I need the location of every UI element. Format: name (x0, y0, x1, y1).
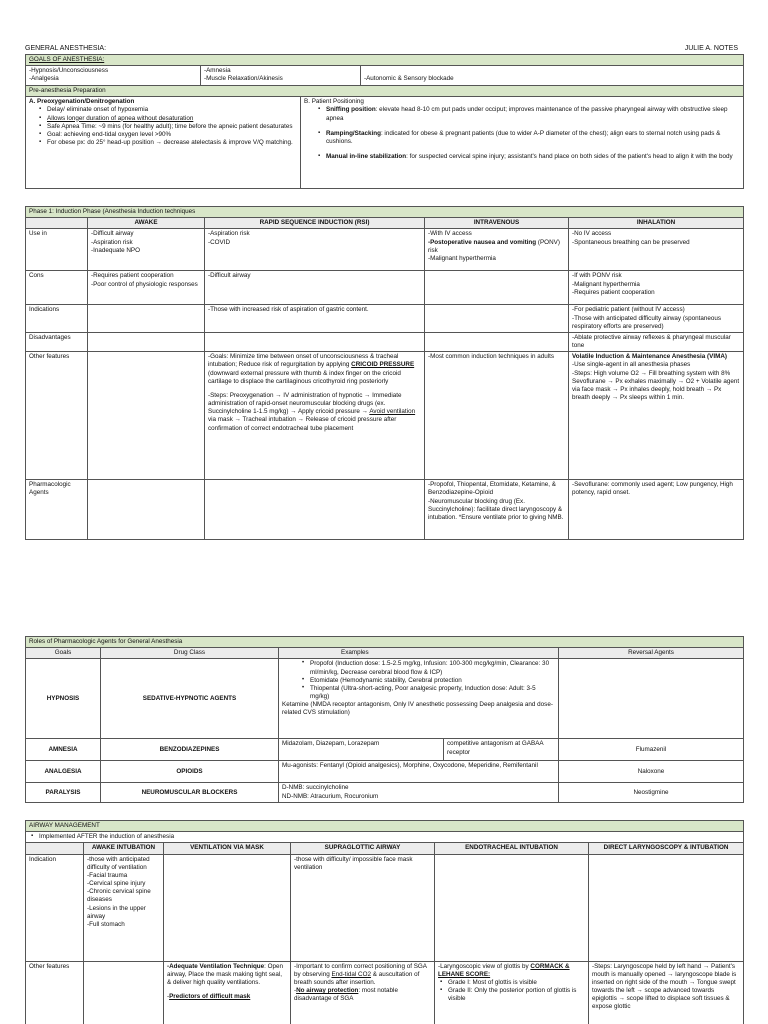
table-row: Indication -those with anticipated difficulty of ventilation -Facial trauma -Cervical spine injury -Chronic cervical spine diseases -Lesions in the upper airway -Full stomach -those with difficulty/ impossible face mask ventilation (26, 854, 744, 961)
prep-title: Pre-anesthesia Preparation (26, 86, 744, 97)
airway-table: AIRWAY MANAGEMENT ▪ Implemented AFTER the induction of anesthesia AWAKE INTUBATION VENTILATION VIA MASK SUPRAGLOTTIC AIRWAY ENDOTRACHEAL INTUBATION DIRECT LARYNGOSCOPY & INTUBATION Indication -those with anticipated difficulty of ventilation -Facial trauma -Cervical spine injury -Chronic cervical spine diseases -Lesions in the upper airway -Full stomach -those with difficulty/ impossible face mask ventilation Other features -Adequate Ventilation Technique: Open airway, Place the mask making tight seal, & deliver high quality ventilations. -Predictors of difficult mask -Important to confirm correct positioning of SGA by observing End-tidal CO2 & auscultation of breath sounds after insertion. -No airway protection: most notable disadvantage of SGA -Laryngoscopic view of glottis by CORMACK & LEHANE SCORE: ▪ Grade I: Most of glottis is visible ▪ Grade II: Only the posterior portion of glottis is visible -Steps: Laryngoscope held by left hand → Patient's mouth is manually opened → laryngoscope blade is inserted on right side of the mouth → Tongue swept towards the left → scope advanced towards epiglottis → scope lifted to displace soft tissues & expose glottic (25, 820, 744, 1024)
positioning-section: B. Patient Positioning ▪ Sniffing position: elevate head 8-10 cm put pads under occiput; improves maintenance of the passive pharyngeal airway with obstructive sleep apnea ▪ Ramping/Stacking: indicated for obese & pregnant patients (due to wider A-P diameter of the chest); align ears to sternal notch using pads & cushions. ▪ Manual in-line stabilization: for suspected cervical spine injury; assistant's hand place on both sides of the patient's head to align it with the body (301, 97, 744, 189)
table-row: Indications -Those with increased risk of aspiration of gastric content. -For pediatric patient (without IV access) -Those with anticipated difficulty airway (spontaneous respiratory efforts are preserved) (26, 305, 744, 333)
table-row: Other features -Goals: Minimize time between onset of unconsciousness & tracheal intubation; Reduce risk of regurgitation by applying CRICOID PRESSURE (downward external pressure with thumb & index finger on the cricoid cartilage to displace the cartilaginous cricothyroid ring posteriorly -Steps: Preoxygenation → IV administration of hypnotic → Immediate administration of rapid-onset neuromuscular blocking drugs (ex. Succinylcholine 1-1.5 mg/kg) → Apply cricoid pressure → Avoid ventilation via mask → Tracheal intubation → Release of cricoid pressure after confirmation of correct endotracheal tube placement -Most common induction techniques in adults Volatile Induction & Maintenance Anesthesia (VIMA) -Use single-agent in all anesthesia phases -Steps: High volume O2 → Fill breathing system with 8% Sevoflurane → Px exhales maximally → O2 + Volatile agent via face mask → Px inhales deeply, hold breath → Px breath deeply → Px sleeps within 1 min. (26, 352, 744, 480)
col-inhalation: INHALATION (569, 218, 744, 229)
prep-table (25, 85, 744, 189)
roles-title: Roles of Pharmacologic Agents for General Anesthesia (26, 637, 744, 648)
table-row: Use in -Difficult airway -Aspiration risk -Inadequate NPO -Aspiration risk -COVID -With IV access -Postoperative nausea and vomiting (PONV) risk -Malignant hyperthermia -No IV access -Spontaneous breathing can be preserved (26, 229, 744, 271)
goals-col-3: -Autonomic & Sensory blockade (361, 66, 744, 85)
col-awake: AWAKE (88, 218, 205, 229)
roles-table: Roles of Pharmacologic Agents for General Anesthesia Goals Drug Class Examples Reversal Agents HYPNOSIS SEDATIVE-HYPNOTIC AGENTS • Propofol (Induction dose: 1.5-2.5 mg/kg, Infusion: 100-300 mcg/kg/min, Clearance: 30 ml/min/kg, Decrease cerebral blood flow & ICP) • Etomidate (Hemodynamic stability, Cerebral protection • Thiopental (Ultra-short-acting, Poor analgesic property, Induction dose: Adult: 3-5 mg/kg) Ketamine (NMDA receptor antagonism, Only IV anesthetic possessing Deep analgesia and dose-related CVS stimulation) AMNESIA BENZODIAZEPINES Midazolam, Diazepam, Lorazepam competitive antagonism at GABAA receptor Flumazenil ANALGESIA OPIOIDS Mu-agonists: Fentanyl (Opioid analgesics), Morphine, Oxycodone, Meperidine, Remifentanil Naloxone PARALYSIS NEUROMUSCULAR BLOCKERS D-NMB: succinylcholine ND-NMB: Atracurium, Rocuronium Neostigmine (25, 636, 744, 803)
document-header (25, 44, 743, 53)
induction-table (25, 206, 744, 540)
goals-col-1: -Hypnosis/Unconsciousness -Analgesia (26, 66, 201, 85)
table-row: Pharmacologic Agents -Propofol, Thiopental, Etomidate, Ketamine, & Benzodiazepine-Opioid -Neuromuscular blocking drug (Ex. Succinylcholine): facilitate direct laryngoscopy & intubation. *Ensure ventilate prior to giving NMB. -Sevoflurane: commonly used agent; Low pungency, High potency, rapid onset. (26, 480, 744, 540)
preoxygenation-section: A. Preoxygenation/Denitrogenation ▪ Delay/ eliminate onset of hypoxemia ▪ Allows longer duration of apnea without desaturation ▪ Safe Apnea Time: ~9 mins (for healthy adult); time before the apneic patient desaturates ▪ Goal: achieving end-tidal oxygen level >90% ▪ For obese px: do 25° head-up position → decrease atelectasis & improve V/Q matching. (26, 97, 301, 189)
table-row: Other features -Adequate Ventilation Technique: Open airway, Place the mask making tight seal, & deliver high quality ventilations. -Predictors of difficult mask -Important to confirm correct positioning of SGA by observing End-tidal CO2 & auscultation of breath sounds after insertion. -No airway protection: most notable disadvantage of SGA -Laryngoscopic view of glottis by CORMACK & LEHANE SCORE: ▪ Grade I: Most of glottis is visible ▪ Grade II: Only the posterior portion of glottis is visible -Steps: Laryngoscope held by left hand → Patient's mouth is manually opened → laryngoscope blade is inserted on right side of the mouth → Tongue swept towards the left → scope advanced towards epiglottis → scope lifted to displace soft tissues & expose glottic (26, 961, 744, 1024)
goals-table (25, 54, 744, 86)
goals-label: GOALS OF ANESTHESIA: (26, 55, 744, 66)
author-notes: JULIE A. NOTES (684, 45, 738, 52)
airway-title: AIRWAY MANAGEMENT (26, 821, 744, 832)
document-title: GENERAL ANESTHESIA: (25, 45, 107, 52)
induction-title: Phase 1: Induction Phase (Anesthesia Induction techniques (26, 207, 744, 218)
col-rsi: RAPID SEQUENCE INDUCTION (RSI) (205, 218, 425, 229)
table-row: AMNESIA BENZODIAZEPINES Midazolam, Diazepam, Lorazepam competitive antagonism at GABAA receptor Flumazenil (26, 739, 744, 761)
table-row: ANALGESIA OPIOIDS Mu-agonists: Fentanyl (Opioid analgesics), Morphine, Oxycodone, Meperidine, Remifentanil Naloxone (26, 761, 744, 783)
goals-col-2: -Amnesia -Muscle Relaxation/Akinesis (201, 66, 361, 85)
table-row: Cons -Requires patient cooperation -Poor control of physiologic responses -Difficult airway -If with PONV risk -Malignant hyperthermia -Requires patient cooperation (26, 271, 744, 305)
table-row: Disadvantages -Ablate protective airway reflexes & pharyngeal muscular tone (26, 332, 744, 351)
table-row: PARALYSIS NEUROMUSCULAR BLOCKERS D-NMB: succinylcholine ND-NMB: Atracurium, Rocuronium Neostigmine (26, 783, 744, 803)
table-row: HYPNOSIS SEDATIVE-HYPNOTIC AGENTS • Propofol (Induction dose: 1.5-2.5 mg/kg, Infusion: 100-300 mcg/kg/min, Clearance: 30 ml/min/kg, Decrease cerebral blood flow & ICP) • Etomidate (Hemodynamic stability, Cerebral protection • Thiopental (Ultra-short-acting, Poor analgesic property, Induction dose: Adult: 3-5 mg/kg) Ketamine (NMDA receptor antagonism, Only IV anesthetic possessing Deep analgesia and dose-related CVS stimulation) (26, 659, 744, 739)
col-intravenous: INTRAVENOUS (425, 218, 569, 229)
